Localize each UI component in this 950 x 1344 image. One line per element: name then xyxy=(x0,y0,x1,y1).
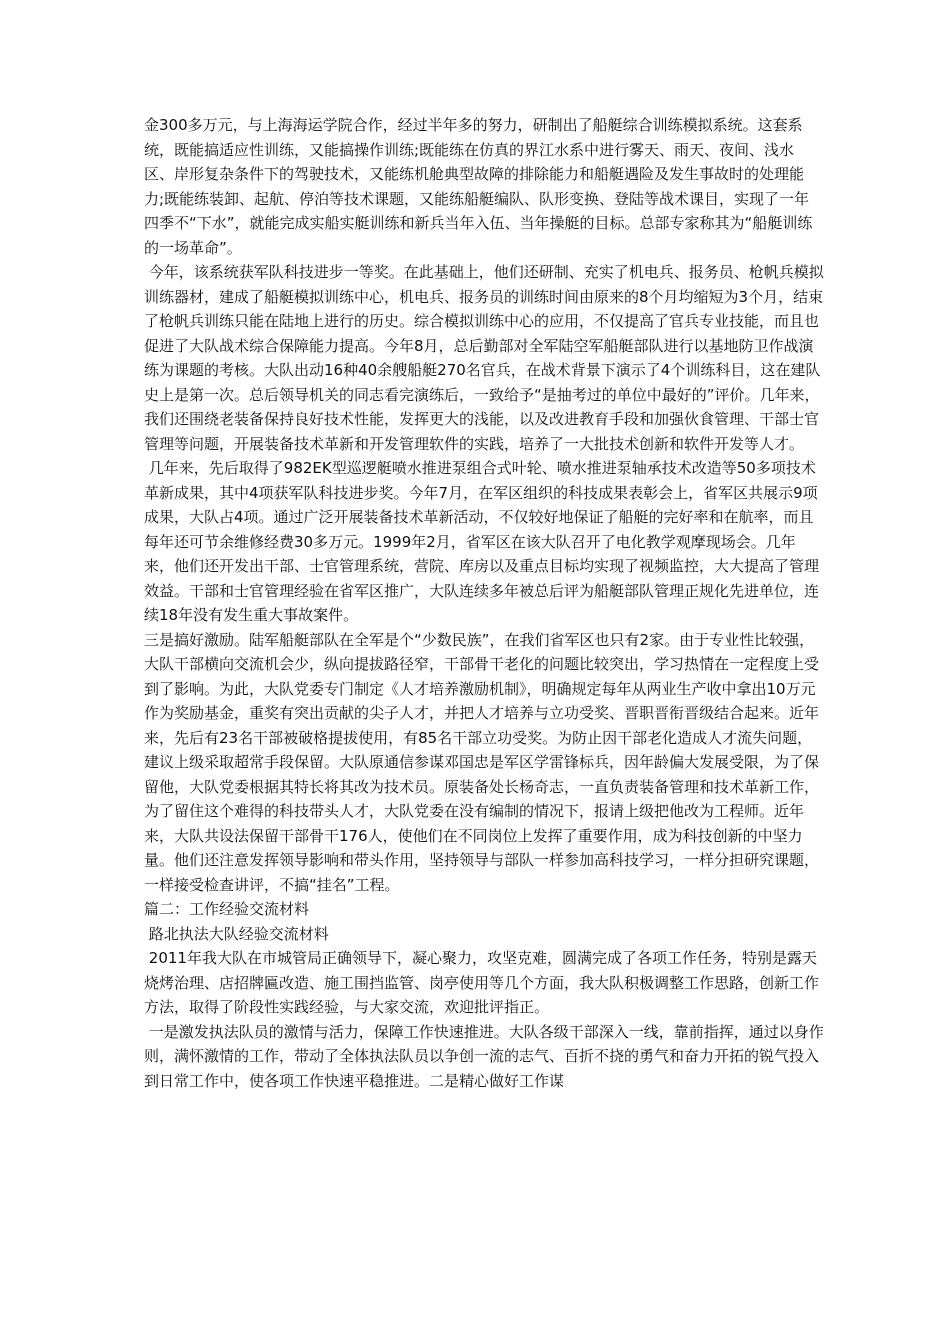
paragraph-intro-2011: 2011年我大队在市城管局正确领导下，凝心聚力，攻坚克难，圆满完成了各项工作任务，特别是露天烧烤治理、店招牌匾改造、施工围挡监管、岗亭使用等几个方面，我大队积极调整工作思路，创新工作方法，取得了阶段性实践经验，与大家交流，欢迎批评指正。 xyxy=(144,949,820,1016)
section-heading: 篇二：工作经验交流材料 xyxy=(144,900,310,918)
paragraph-first-point: 一是激发执法队员的激情与活力，保障工作快速推进。大队各级干部深入一线，靠前指挥，通过以身作则，满怀激情的工作，带动了全体执法队员以争创一流的志气、百折不挠的勇气和奋力开拓的锐气投入到日常工作中，使各项工作快速平稳推进。二是精心做好工作谋 xyxy=(144,1022,824,1090)
paragraph-innovation: 几年来，先后取得了982EK型巡逻艇喷水推进泵组合式叶轮、喷水推进泵轴承技术改造等50多项技术革新成果，其中4项获军队科技进步奖。今年7月，在军区组织的科技成果表彰会上，省军区共展示9项成果，大队占4项。通过广泛开展装备技术革新活动，不仅较好地保证了船艇的完好率和在航率，而且每年还可节余维修经费30多万元。1999年2月，省军区在该大队召开了电化教学观摩现场会。几年来，他们还开发出干部、士官管理系统，营院、库房以及重点目标均实现了视频监控，大大提高了管理效益。干部和士官管理经验在省军区推广，大队连续多年被总后评为船艇部队管理正规化先进单位，连续18年没有发生重大事故案件。 xyxy=(144,459,820,624)
paragraph-incentive: 三是搞好激励。陆军船艇部队在全军是个“少数民族”，在我们省军区也只有2家。由于专业性比较强，大队干部横向交流机会少，纵向提拔路径窄，干部骨干老化的问题比较突出，学习热情在一定程度上受到了影响。为此，大队党委专门制定《人才培养激励机制》，明确规定每年从两业生产收中拿出10万元作为奖励基金，重奖有突出贡献的尖子人才，并把人才培养与立功受奖、晋职晋衔晋级结合起来。近年来，先后有23名干部被破格提拔使用，有85名干部立功受奖。为防止因干部老化造成人才流失问题，建议上级采取超常手段保留。大队原通信参谋邓国忠是军区学雷锋标兵，因年龄偏大发展受限，为了保留他，大队党委根据其特长将其改为技术员。原装备处长杨奇志，一直负责装备管理和技术革新工作，为了留住这个难得的科技带头人才，大队党委在没有编制的情况下，报请上级把他改为工程师。近年来，大队共设法保留干部骨干176人，使他们在不同岗位上发挥了重要作用，成为科技创新的中坚力量。他们还注意发挥领导影响和带头作用，坚持领导与部队一样参加高科技学习，一样分担研究课题，一样接受检查讲评，不搞“挂名”工程。 xyxy=(144,630,820,894)
paragraph-award: 今年，该系统获军队科技进步一等奖。在此基础上，他们还研制、充实了机电兵、报务员、枪帆兵模拟训练器材，建成了船艇模拟训练中心，机电兵、报务员的训练时间由原来的8个月均缩短为3个月，结束了枪帆兵训练只能在陆地上进行的历史。综合模拟训练中心的应用，不仅提高了官兵专业技能，而且也促进了大队战术综合保障能力提高。今年8月，总后勤部对全军陆空军船艇部队进行以基地防卫作战演练为课题的考核。大队出动16种40余艘船艇270名官兵，在战术背景下演示了4个训练科目，这在建队史上是第一次。总后领导机关的同志看完演练后，一致给予“是抽考过的单位中最好的”评价。几年来，我们还围绕老装备保持良好技术性能，发挥更大的浅能，以及改进教育手段和加强伙食管理、干部士官管理等问题，开展装备技术革新和开发管理软件的实践，培养了一大批技术创新和软件开发等人才。 xyxy=(144,263,824,453)
paragraph-training-system: 金300多万元，与上海海运学院合作，经过半年多的努力，研制出了船艇综合训练模拟系统。这套系统，既能搞适应性训练，又能搞操作训练;既能练在仿真的界江水系中进行雾天、雨天、夜间、浅水区、岸形复杂条件下的驾驶技术，又能练机舱典型故障的排除能力和船艇遇险及发生事故时的处理能力;既能练装卸、起航、停泊等技术课题，又能练船艇编队、队形变换、登陆等战术课目，实现了一年四季不“下水”，就能完成实船实艇训练和新兵当年入伍、当年操艇的目标。总部专家称其为“船艇训练的一场革命”。 xyxy=(144,116,813,257)
document-body xyxy=(144,113,824,1093)
sub-heading: 路北执法大队经验交流材料 xyxy=(144,924,329,943)
